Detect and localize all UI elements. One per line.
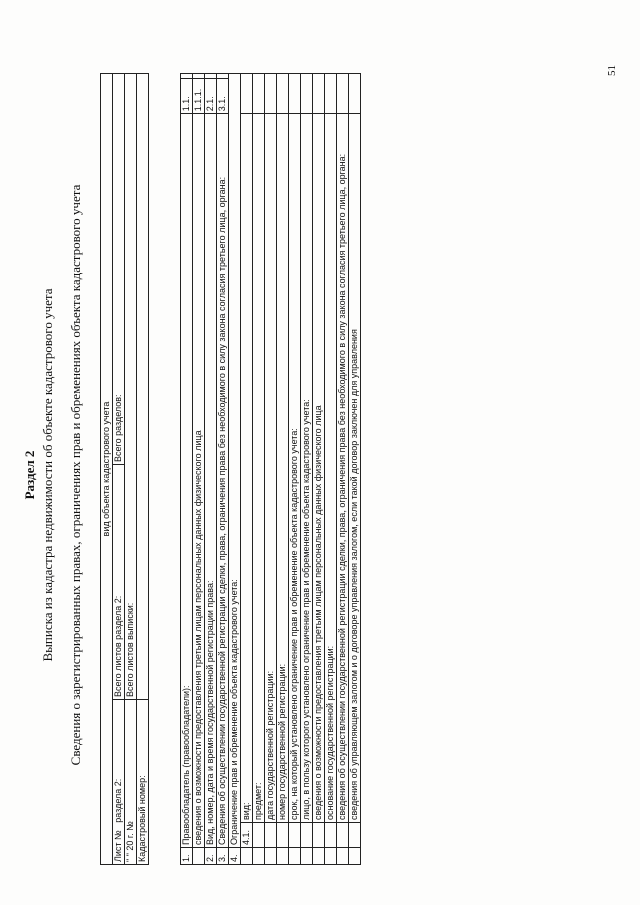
heading: Сведения о зарегистрированных правах, ограничениях прав и обременениях объекта кадастрового учета: [68, 184, 83, 766]
total-sheets-section: Всего листов раздела 2:: [113, 465, 125, 700]
table-row: сведения о возможности предоставления третьим лицам персональных данных физического лица 1.1.1.: [193, 74, 205, 865]
total-sections-cell: Всего разделов:: [113, 74, 125, 465]
encumbrance-row: сведения об управляющем залогом и о договоре управления залогом, если такой договор заключен для управления: [349, 74, 361, 865]
table-row: 4. Ограничение прав и обременение объекта кадастрового учета:: [229, 74, 241, 865]
encumbrance-row: предмет:: [253, 74, 265, 865]
section-title: Раздел 2: [22, 450, 37, 500]
encumbrance-row: основание государственной регистрации:: [325, 74, 337, 865]
table-row: 3. Сведения об осуществлении государственной регистрации сделки, права, ограничения права без необходимого в силу закона согласия третьего лица, органа: 3.1.: [217, 74, 229, 865]
sheet-number-cell: Лист № раздела 2:: [113, 700, 125, 865]
cadastral-number: Кадастровый номер:: [137, 700, 149, 865]
encumbrance-row: сведения об осуществлении государственной регистрации сделки, права, ограничения права без необходимого в силу закона согласия третьего лица, органа:: [337, 74, 349, 865]
table-row: 1. Правообладатель (правообладатели): 1.1.: [181, 74, 193, 865]
total-sheets: Всего листов выписки:: [125, 74, 137, 700]
document-sheet: [0, 45, 640, 905]
encumbrance-row: лицо, в пользу которого установлено ограничение прав и обременение объекта кадастрового учета:: [301, 74, 313, 865]
date-line: " " 20 г. №: [125, 700, 137, 865]
header-table: [100, 73, 149, 865]
encumbrance-row: срок, на который установлено ограничение прав и обременение объекта кадастрового учета:: [289, 74, 301, 865]
encumbrance-row: сведения о возможности предоставления третьим лицам персональных данных физического лица: [313, 74, 325, 865]
encumbrance-row: дата государственной регистрации:: [265, 74, 277, 865]
encumbrance-row: номер государственной регистрации:: [277, 74, 289, 865]
object-type: вид объекта кадастрового учета: [101, 74, 113, 865]
subtitle: Выписка из кадастра недвижимости об объекте кадастрового учета: [40, 288, 55, 662]
page-number: 51: [606, 65, 618, 76]
rights-table: [180, 73, 361, 865]
table-row: 2. Вид, номер, дата и время государственной регистрации права: 2.1.: [205, 74, 217, 865]
encumbrance-row: 4.1. вид:: [241, 74, 253, 865]
